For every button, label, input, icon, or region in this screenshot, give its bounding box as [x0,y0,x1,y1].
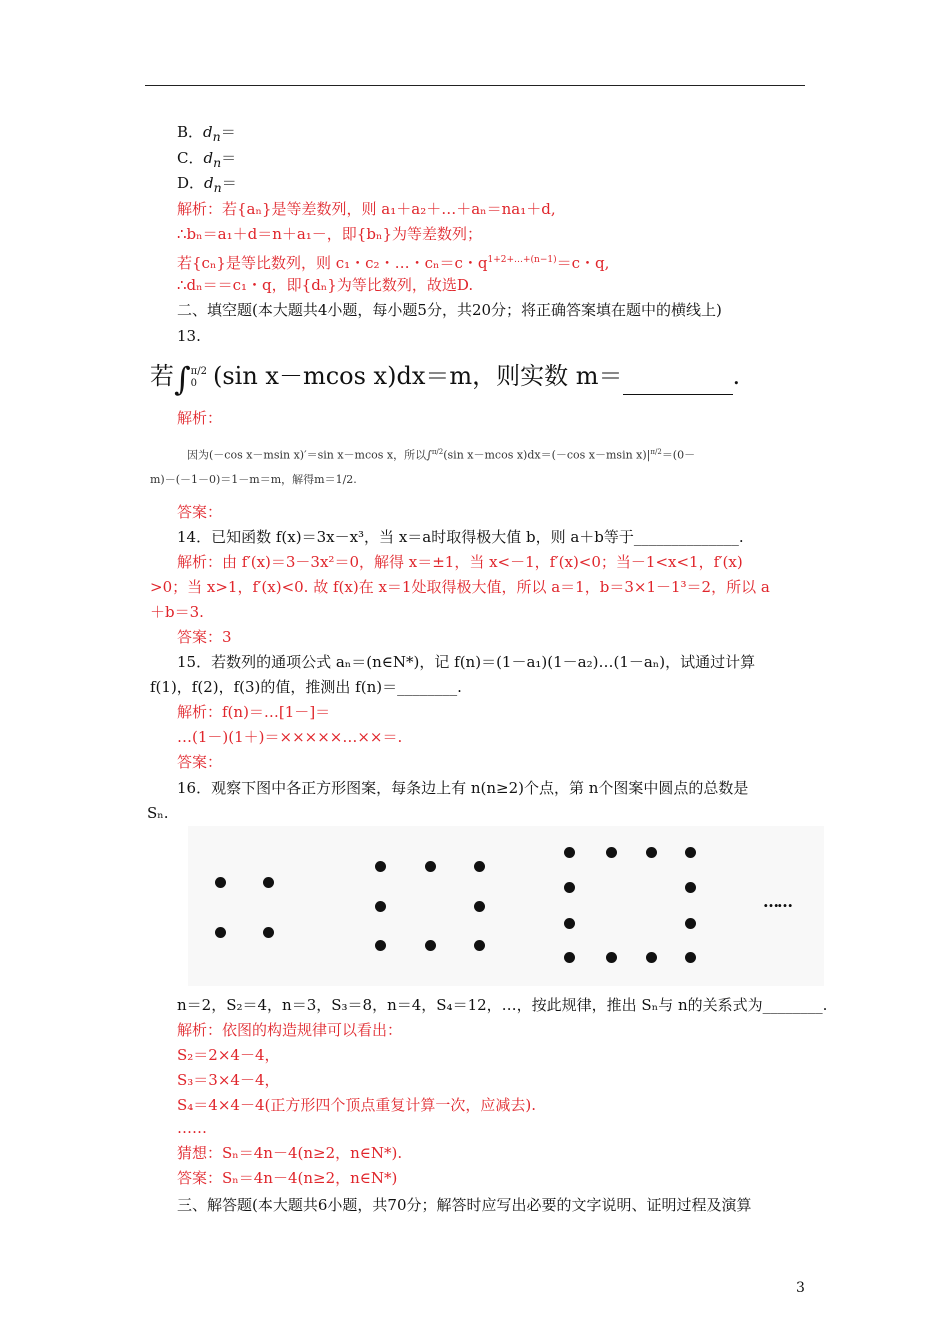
q12-solution-line3: 若{cₙ}是等比数列，则 c₁・c₂・…・cₙ＝c・$q^{1+2+\dots+(n-1)}=c$・q, [177,254,610,272]
q15-stem-line1: 15．若数列的通项公式 aₙ＝(n∈N*)，记 f(n)＝(1－a₁)(1－a₂)…(1－aₙ)，试通过计算 [177,653,756,671]
figure-dot [263,927,274,938]
q16-stem-line2: Sₙ. [147,804,169,822]
dot-pattern-figure [188,826,824,986]
figure-dot [685,847,696,858]
figure-dot [685,882,696,893]
figure-dot [425,940,436,951]
q13-stem: 若∫ π/2 0 (sin x－mcos x)dx＝m，则实数 m＝ . [150,360,741,398]
figure-dot [564,952,575,963]
option-d: D．$d_n=$ [177,174,237,195]
q12-solution-line4: ∴dₙ＝＝c₁・q，即{dₙ}为等比数列，故选D. [177,276,474,294]
figure-dot [606,952,617,963]
q14-solution-line2: >0；当 x>1，f′(x)<0. 故 f(x)在 x＝1处取得极大值，所以 a＝1，b＝3×1－1³＝2，所以 a [150,578,770,596]
q16-solution-dots: …… [177,1119,207,1137]
figure-dot [564,882,575,893]
q14-solution-line3: ＋b＝3. [150,603,204,621]
figure-dot [215,927,226,938]
q14-answer: 答案：3 [177,628,232,646]
figure-dot [425,861,436,872]
figure-dot [375,861,386,872]
q13-number: 13. [177,327,201,345]
q15-solution-line2: …(1－)(1＋)＝×××××…××＝. [177,728,403,746]
q12-solution-line2: ∴bₙ＝a₁＋d＝n＋a₁－，即{bₙ}为等差数列； [177,225,482,243]
header-rule [145,85,805,86]
figure-dot [375,940,386,951]
q15-answer-label: 答案： [177,753,223,771]
figure-dot [685,952,696,963]
q16-answer: 答案：Sₙ＝4n－4(n≥2，n∈N*) [177,1169,398,1187]
option-b: B．$d_n=$ [177,123,236,144]
figure-ellipsis: …… [763,892,791,911]
q16-solution-label: 解析：依图的构造规律可以看出： [177,1021,403,1039]
q16-guess: 猜想：Sₙ＝4n－4(n≥2，n∈N*). [177,1144,403,1162]
q12-solution-line1: 解析：若{aₙ}是等差数列，则 a₁＋a₂＋…＋aₙ＝na₁＋d, [177,200,556,218]
q13-answer-label: 答案： [177,503,223,521]
figure-dot [474,901,485,912]
q14-stem: 14．已知函数 f(x)＝3x－x³，当 x＝a时取得极大值 b，则 a＋b等于______________. [177,528,744,546]
figure-dot [564,918,575,929]
figure-dot [564,847,575,858]
q15-solution-line1: 解析：f(n)＝…[1－]＝ [177,703,331,721]
q16-solution-s2: S₂＝2×4－4， [177,1046,280,1064]
section2-title: 二、填空题(本大题共4小题，每小题5分，共20分；将正确答案填在题中的横线上) [177,301,722,319]
figure-dot [646,952,657,963]
page-number: 3 [796,1280,805,1296]
q16-condition: n＝2，S₂＝4，n＝3，S₃＝8，n＝4，S₄＝12，…，按此规律，推出 Sₙ与 n的关系式为________. [177,996,828,1014]
figure-dot [474,940,485,951]
q13-solution-label: 解析： [177,409,223,427]
figure-dot [215,877,226,888]
q13-solution-line2: m)－(－1－0)＝1－m＝m，解得m＝1/2. [150,473,357,486]
q13-answer-blank [623,372,733,395]
integral-symbol: ∫ [174,360,191,398]
figure-dot [474,861,485,872]
option-c: C．$d_n=$ [177,149,237,170]
q15-stem-line2: f(1)，f(2)，f(3)的值，推测出 f(n)＝________. [150,678,462,696]
q16-solution-s4: S₄＝4×4－4(正方形四个顶点重复计算一次，应减去). [177,1096,536,1114]
q16-solution-s3: S₃＝3×4－4， [177,1071,280,1089]
figure-dot [606,847,617,858]
q16-stem-line1: 16．观察下图中各正方形图案，每条边上有 n(n≥2)个点，第 n个图案中圆点的总数是 [177,779,749,797]
section3-title: 三、解答题(本大题共6小题，共70分；解答时应写出必要的文字说明、证明过程及演算 [177,1196,752,1214]
q13-solution-line1: 因为(－cos x－msin x)′＝sin x－mcos x，所以∫$^{\pi/2}$(sin x－mcos x)dx＝(－cos x－msin $x)|^{\pi/2}=(0-$ [187,448,696,462]
figure-dot [375,901,386,912]
q14-solution-line1: 解析：由 f′(x)＝3－3x²＝0，解得 x＝±1，当 x<－1，f′(x)<0；当－1<x<1，f′(x) [177,553,743,571]
figure-dot [646,847,657,858]
figure-dot [685,918,696,929]
figure-dot [263,877,274,888]
